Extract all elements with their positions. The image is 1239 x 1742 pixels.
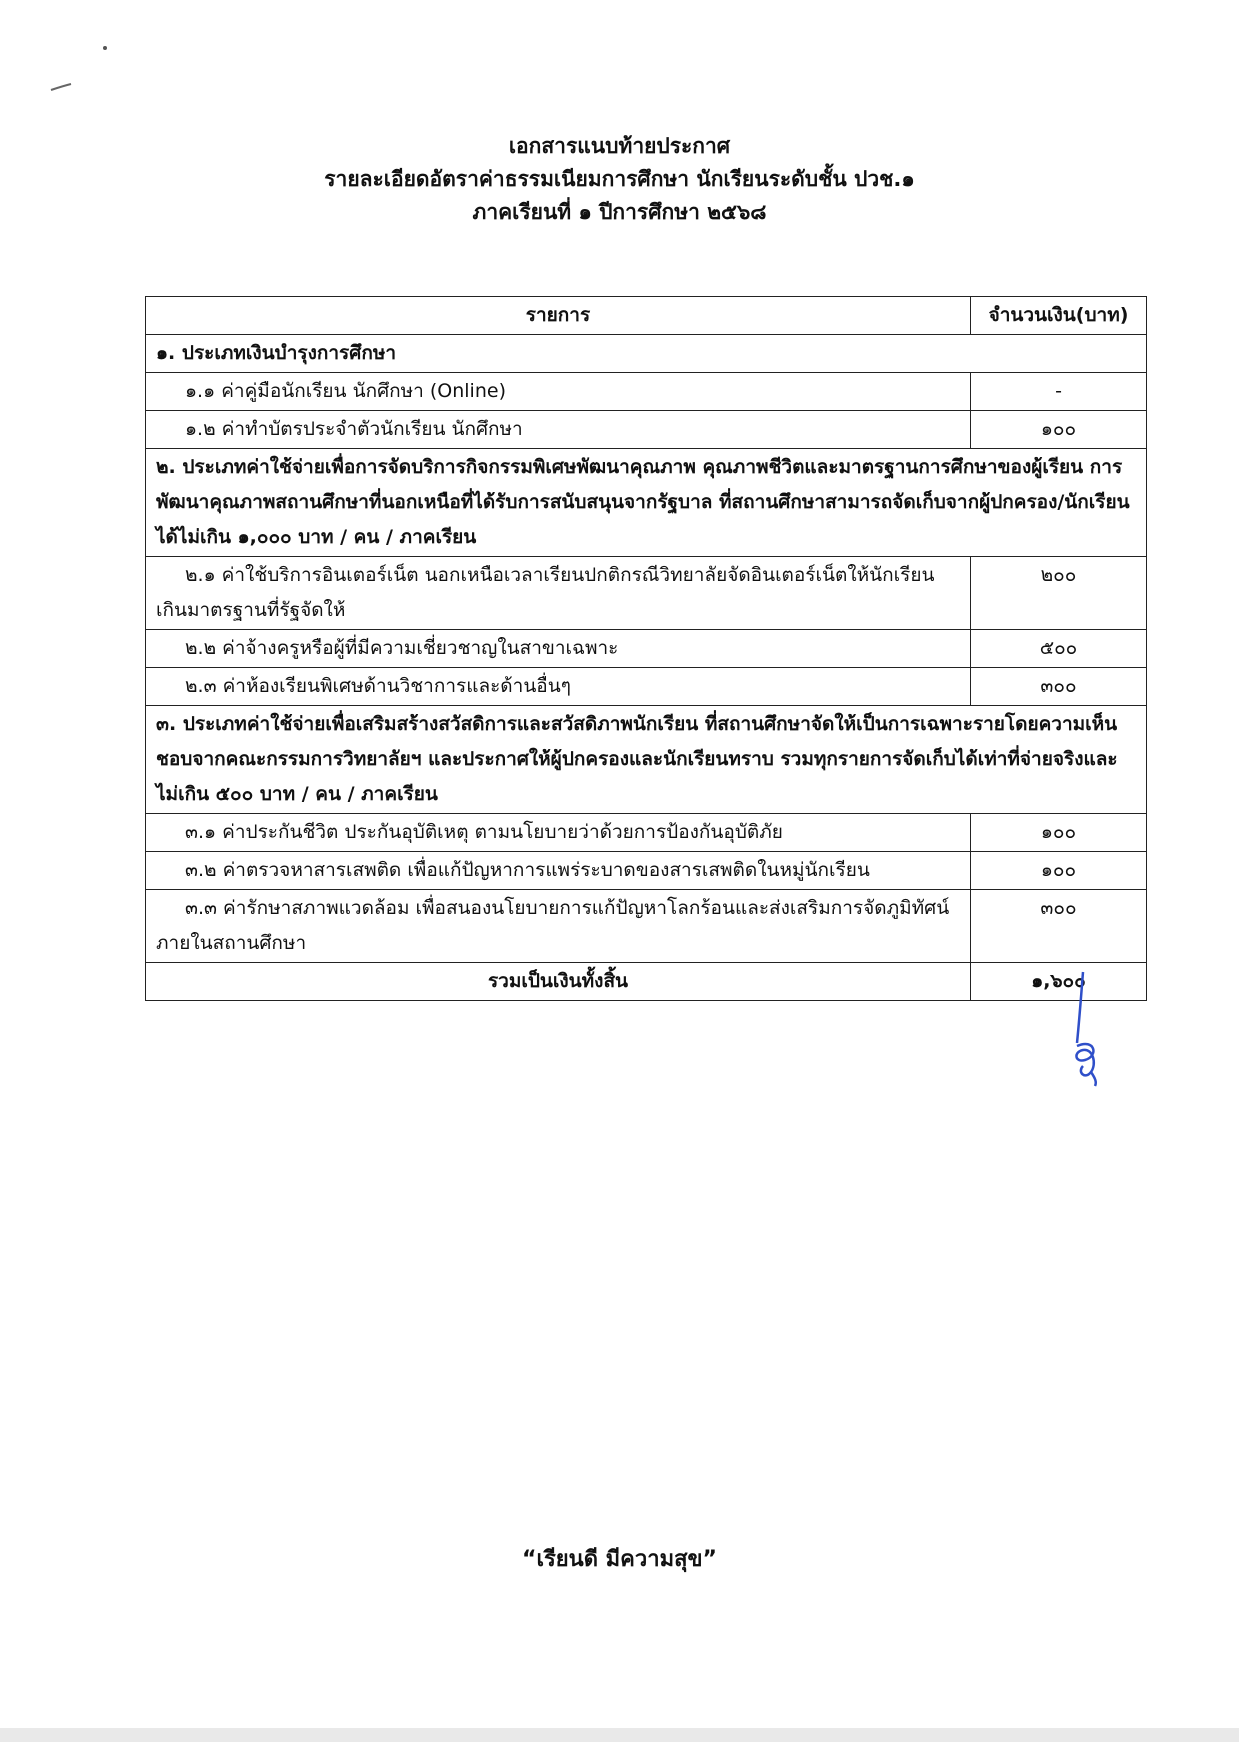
- table-header-row: [146, 297, 1147, 335]
- table-row: [146, 557, 1147, 630]
- total-label: รวมเป็นเงินทั้งสิ้น: [146, 963, 971, 1001]
- table-row: [146, 373, 1147, 411]
- table-section-row: [146, 706, 1147, 814]
- column-header-item: รายการ: [146, 297, 971, 335]
- section-heading: ๒. ประเภทค่าใช้จ่ายเพื่อการจัดบริการกิจกรรมพิเศษพัฒนาคุณภาพ คุณภาพชีวิตและมาตรฐานการศึกษาของผู้เรียน การพัฒนาคุณภาพสถานศึกษาที่นอกเหนือที่ได้รับการสนับสนุนจากรัฐบาล ที่สถานศึกษาสามารถจัดเก็บจากผู้ปกครอง/นักเรียน ได้ไม่เกิน ๑,๐๐๐ บาท / คน / ภาคเรียน: [146, 449, 1147, 557]
- header-line-3: ภาคเรียนที่ ๑ ปีการศึกษา ๒๕๖๘: [472, 200, 767, 224]
- item-description: ๒.๒ ค่าจ้างครูหรือผู้ที่มีความเชี่ยวชาญในสาขาเฉพาะ: [146, 630, 971, 668]
- column-header-amount: จำนวนเงิน(บาท): [971, 297, 1147, 335]
- table-row: [146, 411, 1147, 449]
- stray-pen-mark-icon: [45, 40, 125, 100]
- item-description: ๓.๒ ค่าตรวจหาสารเสพติด เพื่อแก้ปัญหาการแพร่ระบาดของสารเสพติดในหมู่นักเรียน: [146, 852, 971, 890]
- item-amount: ๕๐๐: [971, 630, 1147, 668]
- table-row: [146, 630, 1147, 668]
- header-line-1: เอกสารแนบท้ายประกาศ: [508, 134, 731, 158]
- item-amount: ๒๐๐: [971, 557, 1147, 630]
- item-amount: ๓๐๐: [971, 890, 1147, 963]
- item-amount: ๑๐๐: [971, 411, 1147, 449]
- fee-table: [145, 296, 1147, 1001]
- table-row: [146, 890, 1147, 963]
- table-row: [146, 814, 1147, 852]
- item-description: ๓.๓ ค่ารักษาสภาพแวดล้อม เพื่อสนองนโยบายการแก้ปัญหาโลกร้อนและส่งเสริมการจัดภูมิทัศน์ภายในสถานศึกษา: [146, 890, 971, 963]
- scan-bottom-edge: [0, 1728, 1239, 1742]
- handwritten-signature-mark-icon: [1055, 968, 1115, 1098]
- total-amount: ๑,๖๐๐: [971, 963, 1147, 1001]
- item-description: ๓.๑ ค่าประกันชีวิต ประกันอุบัติเหตุ ตามนโยบายว่าด้วยการป้องกันอุบัติภัย: [146, 814, 971, 852]
- fee-table-body: [146, 335, 1147, 963]
- table-section-row: [146, 335, 1147, 373]
- header-line-2: รายละเอียดอัตราค่าธรรมเนียมการศึกษา นักเรียนระดับชั้น ปวช.๑: [324, 167, 915, 191]
- table-section-row: [146, 449, 1147, 557]
- table-row: [146, 668, 1147, 706]
- section-heading: ๓. ประเภทค่าใช้จ่ายเพื่อเสริมสร้างสวัสดิการและสวัสดิภาพนักเรียน ที่สถานศึกษาจัดให้เป็นการเฉพาะรายโดยความเห็นชอบจากคณะกรรมการวิทยาลัยฯ และประกาศให้ผู้ปกครองและนักเรียนทราบ รวมทุกรายการจัดเก็บได้เท่าที่จ่ายจริงและไม่เกิน ๕๐๐ บาท / คน / ภาคเรียน: [146, 706, 1147, 814]
- table-row: [146, 852, 1147, 890]
- item-amount: ๓๐๐: [971, 668, 1147, 706]
- total-row: [146, 963, 1147, 1001]
- item-description: ๑.๒ ค่าทำบัตรประจำตัวนักเรียน นักศึกษา: [146, 411, 971, 449]
- motto: “เรียนดี มีความสุข”: [521, 1547, 718, 1572]
- item-description: ๒.๓ ค่าห้องเรียนพิเศษด้านวิชาการและด้านอื่นๆ: [146, 668, 971, 706]
- item-amount: -: [971, 373, 1147, 411]
- item-description: ๒.๑ ค่าใช้บริการอินเตอร์เน็ต นอกเหนือเวลาเรียนปกติกรณีวิทยาลัยจัดอินเตอร์เน็ตให้นักเรียนเกินมาตรฐานที่รัฐจัดให้: [146, 557, 971, 630]
- document-header: [0, 130, 1239, 229]
- item-amount: ๑๐๐: [971, 814, 1147, 852]
- section-heading: ๑. ประเภทเงินบำรุงการศึกษา: [146, 335, 1147, 373]
- item-description: ๑.๑ ค่าคู่มือนักเรียน นักศึกษา (Online): [146, 373, 971, 411]
- item-amount: ๑๐๐: [971, 852, 1147, 890]
